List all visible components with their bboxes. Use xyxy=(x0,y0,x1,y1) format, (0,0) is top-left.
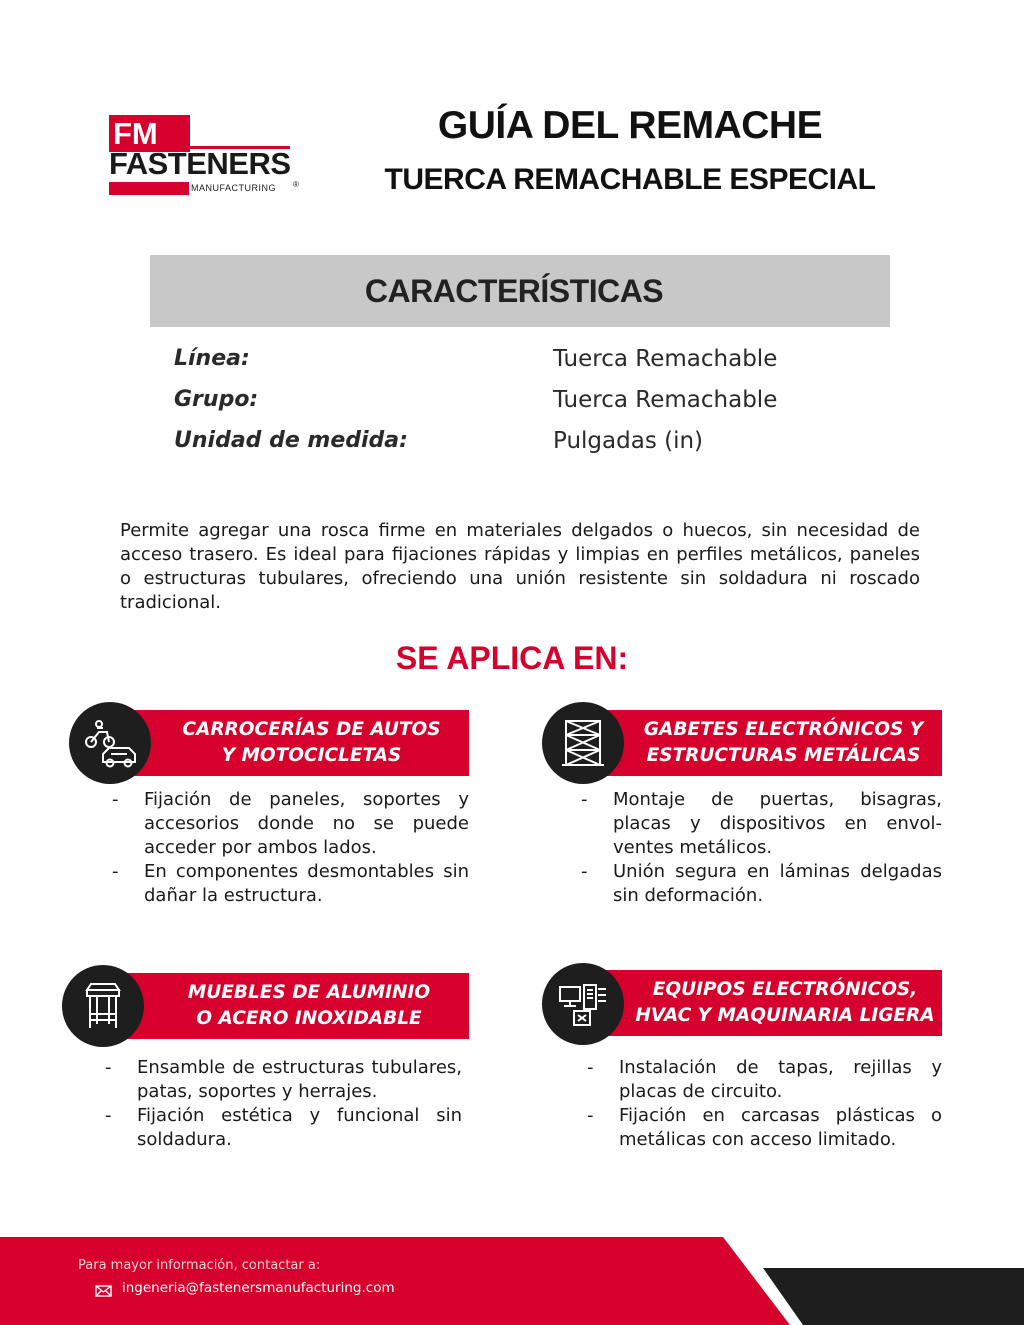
scaffold-structure-icon xyxy=(542,702,624,784)
product-description: Permite agregar una rosca firme en materiales delgados o huecos, sin necesidad de acceso trasero. Es ideal para fijaciones rápidas y limpias en perfiles metálicos, paneles o estructuras tubulares, ofreciendo una unión resistente sin soldadura ni roscado tradicional. xyxy=(120,520,920,613)
electronic-devices-icon xyxy=(542,963,624,1045)
logo-fasteners: FASTENERS xyxy=(109,146,291,181)
card-title-line1: CARROCERÍAS DE AUTOS xyxy=(182,719,441,740)
spec-value-linea: Tuerca Remachable xyxy=(553,346,778,372)
car-motorcycle-icon xyxy=(69,702,151,784)
card-bullets-equipos xyxy=(587,1056,942,1152)
logo-registered: ® xyxy=(293,180,299,189)
card-title-line1: EQUIPOS ELECTRÓNICOS, xyxy=(652,979,918,1000)
contact-email-link[interactable]: ingeneria@fastenersmanufacturing.com xyxy=(122,1280,395,1296)
card-bullets-muebles xyxy=(105,1056,462,1152)
footer-contact-note: Para mayor información, contactar a: xyxy=(78,1258,321,1273)
list-item: - En componentes desmontables sin dañar la estructura. xyxy=(112,860,469,908)
list-item: - Unión segura en láminas delgadas sin deformación. xyxy=(581,860,942,908)
logo-bar xyxy=(109,182,189,195)
spec-label-grupo: Grupo: xyxy=(174,387,259,412)
spec-value-unidad: Pulgadas (in) xyxy=(553,428,704,454)
card-title-muebles xyxy=(115,973,469,1039)
card-title-gabetes xyxy=(591,710,942,776)
list-item: - Fijación en carcasas plásticas o metálicas con acceso limitado. xyxy=(587,1104,942,1152)
page-title: GUÍA DEL REMACHE xyxy=(437,104,823,147)
spec-value-grupo: Tuerca Remachable xyxy=(553,387,778,413)
card-title-line2: O ACERO INOXIDABLE xyxy=(196,1008,422,1029)
list-item: - Montaje de puertas, bisagras, placas y dispositivos en envolventes metálicos. xyxy=(581,788,942,860)
list-item: - Fijación de paneles, soportes y accesorios donde no se puede acceder por ambos lados. xyxy=(112,788,469,860)
list-item: - Instalación de tapas, rejillas y placas de circuito. xyxy=(587,1056,942,1104)
spec-label-linea: Línea: xyxy=(174,346,250,371)
card-bullets-gabetes xyxy=(581,788,942,908)
card-title-line1: GABETES ELECTRÓNICOS Y xyxy=(643,719,924,740)
list-item: - Fijación estética y funcional sin soldadura. xyxy=(105,1104,462,1152)
card-bullets-autos xyxy=(112,788,469,908)
list-item: - Ensamble de estructuras tubulares, patas, soportes y herrajes. xyxy=(105,1056,462,1104)
card-title-line2: ESTRUCTURAS METÁLICAS xyxy=(646,745,921,766)
logo-manufacturing: MANUFACTURING xyxy=(191,183,276,193)
spec-label-unidad: Unidad de medida: xyxy=(174,428,408,453)
card-title-line1: MUEBLES DE ALUMINIO xyxy=(187,982,431,1003)
stool-furniture-icon xyxy=(62,965,144,1047)
logo-fm: FM xyxy=(109,115,190,152)
page-subtitle: TUERCA REMACHABLE ESPECIAL xyxy=(384,163,876,196)
mail-icon xyxy=(95,1282,112,1301)
characteristics-heading: CARACTERÍSTICAS xyxy=(364,273,664,309)
card-title-equipos xyxy=(594,970,942,1036)
card-title-line2: HVAC Y MAQUINARIA LIGERA xyxy=(635,1005,935,1026)
applies-heading: SE APLICA EN: xyxy=(395,640,629,676)
card-title-line2: Y MOTOCICLETAS xyxy=(221,745,402,766)
card-title-autos xyxy=(120,710,469,776)
